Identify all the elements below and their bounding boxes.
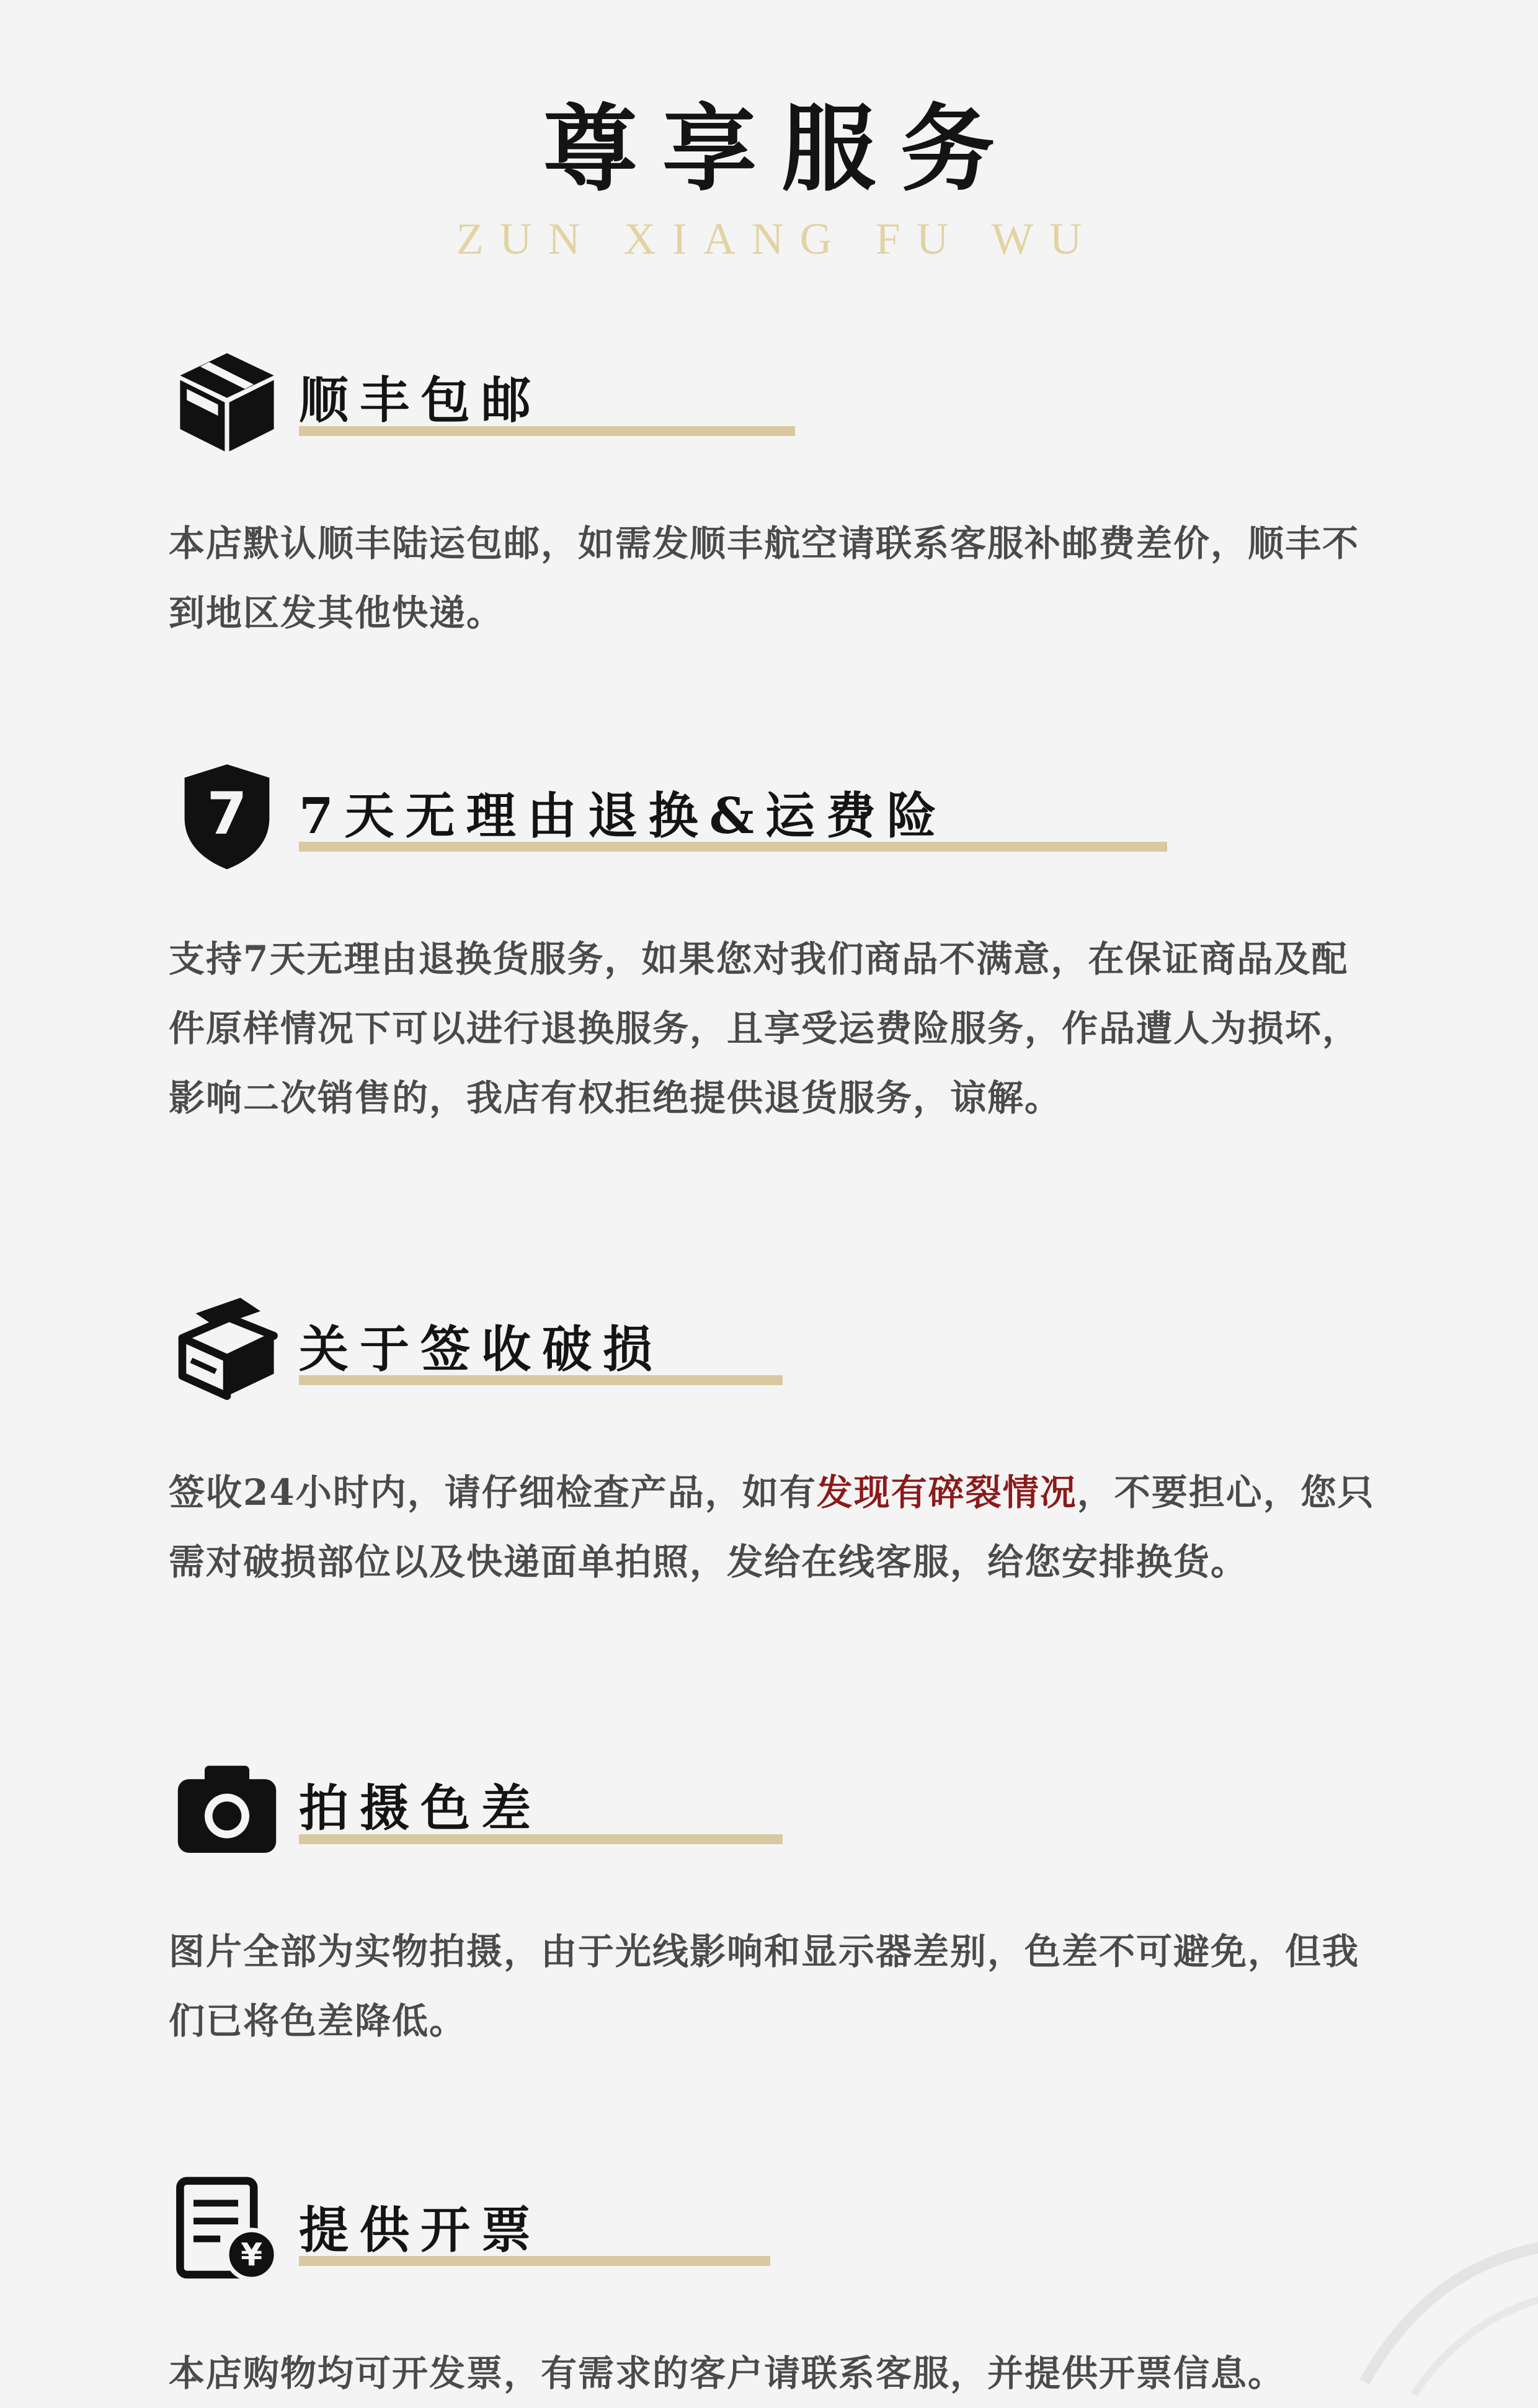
section-header bbox=[169, 2174, 1384, 2298]
section-header bbox=[169, 1293, 1384, 1417]
section-title: 提供开票 bbox=[299, 2201, 542, 2259]
section-title: 关于签收破损 bbox=[299, 1320, 664, 1378]
body-text: ，不要担心，您只需对破损部位以及快递面单拍照，发给在线客服，给您安排换货。 bbox=[169, 1471, 1375, 1583]
package-box-icon bbox=[171, 344, 283, 456]
shield-number: 7 bbox=[207, 780, 247, 848]
section-body: 本店默认顺丰陆运包邮，如需发顺丰航空请联系客服补邮费差价，顺丰不到地区发其他快递。 bbox=[169, 522, 1360, 634]
section-color-difference bbox=[169, 1752, 1384, 2042]
section-title: 拍摄色差 bbox=[299, 1779, 542, 1837]
section-body: 支持7天无理由退换货服务，如果您对我们商品不满意，在保证商品及配件原样情况下可以进行退换服务，且享受运费险服务，作品遭人为损坏，影响二次销售的，我店有权拒绝提供退货服务，谅解。 bbox=[169, 938, 1360, 1119]
section-title: 7天无理由退换&运费险 bbox=[299, 787, 948, 845]
yen-symbol: ¥ bbox=[241, 2236, 263, 2273]
decorative-brush-stroke bbox=[1340, 2221, 1538, 2407]
highlighted-warning: 发现有碎裂情况 bbox=[816, 1471, 1077, 1514]
page-title: 尊享服务 bbox=[543, 93, 1020, 204]
section-returns bbox=[169, 760, 1384, 1119]
section-invoice bbox=[169, 2174, 1384, 2394]
invoice-yen-icon bbox=[171, 2174, 283, 2286]
section-shipping bbox=[169, 344, 1384, 634]
section-damage bbox=[169, 1293, 1384, 1583]
section-body: 本店购物均可开发票，有需求的客户请联系客服，并提供开票信息。 bbox=[169, 2352, 1286, 2394]
section-title: 顺丰包邮 bbox=[299, 371, 542, 429]
section-header bbox=[169, 1752, 1384, 1876]
section-header bbox=[169, 344, 1384, 468]
page-header bbox=[0, 93, 1538, 267]
shield-seven-icon bbox=[171, 760, 283, 872]
damaged-box-icon bbox=[171, 1293, 283, 1405]
section-body: 图片全部为实物拍摄，由于光线影响和显示器差别，色差不可避免，但我们已将色差降低。 bbox=[169, 1930, 1360, 2042]
body-text: 签收24小时内，请仔细检查产品，如有 bbox=[169, 1471, 817, 1514]
page-subtitle: ZUN XIANG FU WU bbox=[456, 214, 1098, 264]
section-header bbox=[169, 760, 1384, 884]
camera-icon bbox=[171, 1752, 283, 1864]
section-body bbox=[169, 1458, 1384, 1597]
